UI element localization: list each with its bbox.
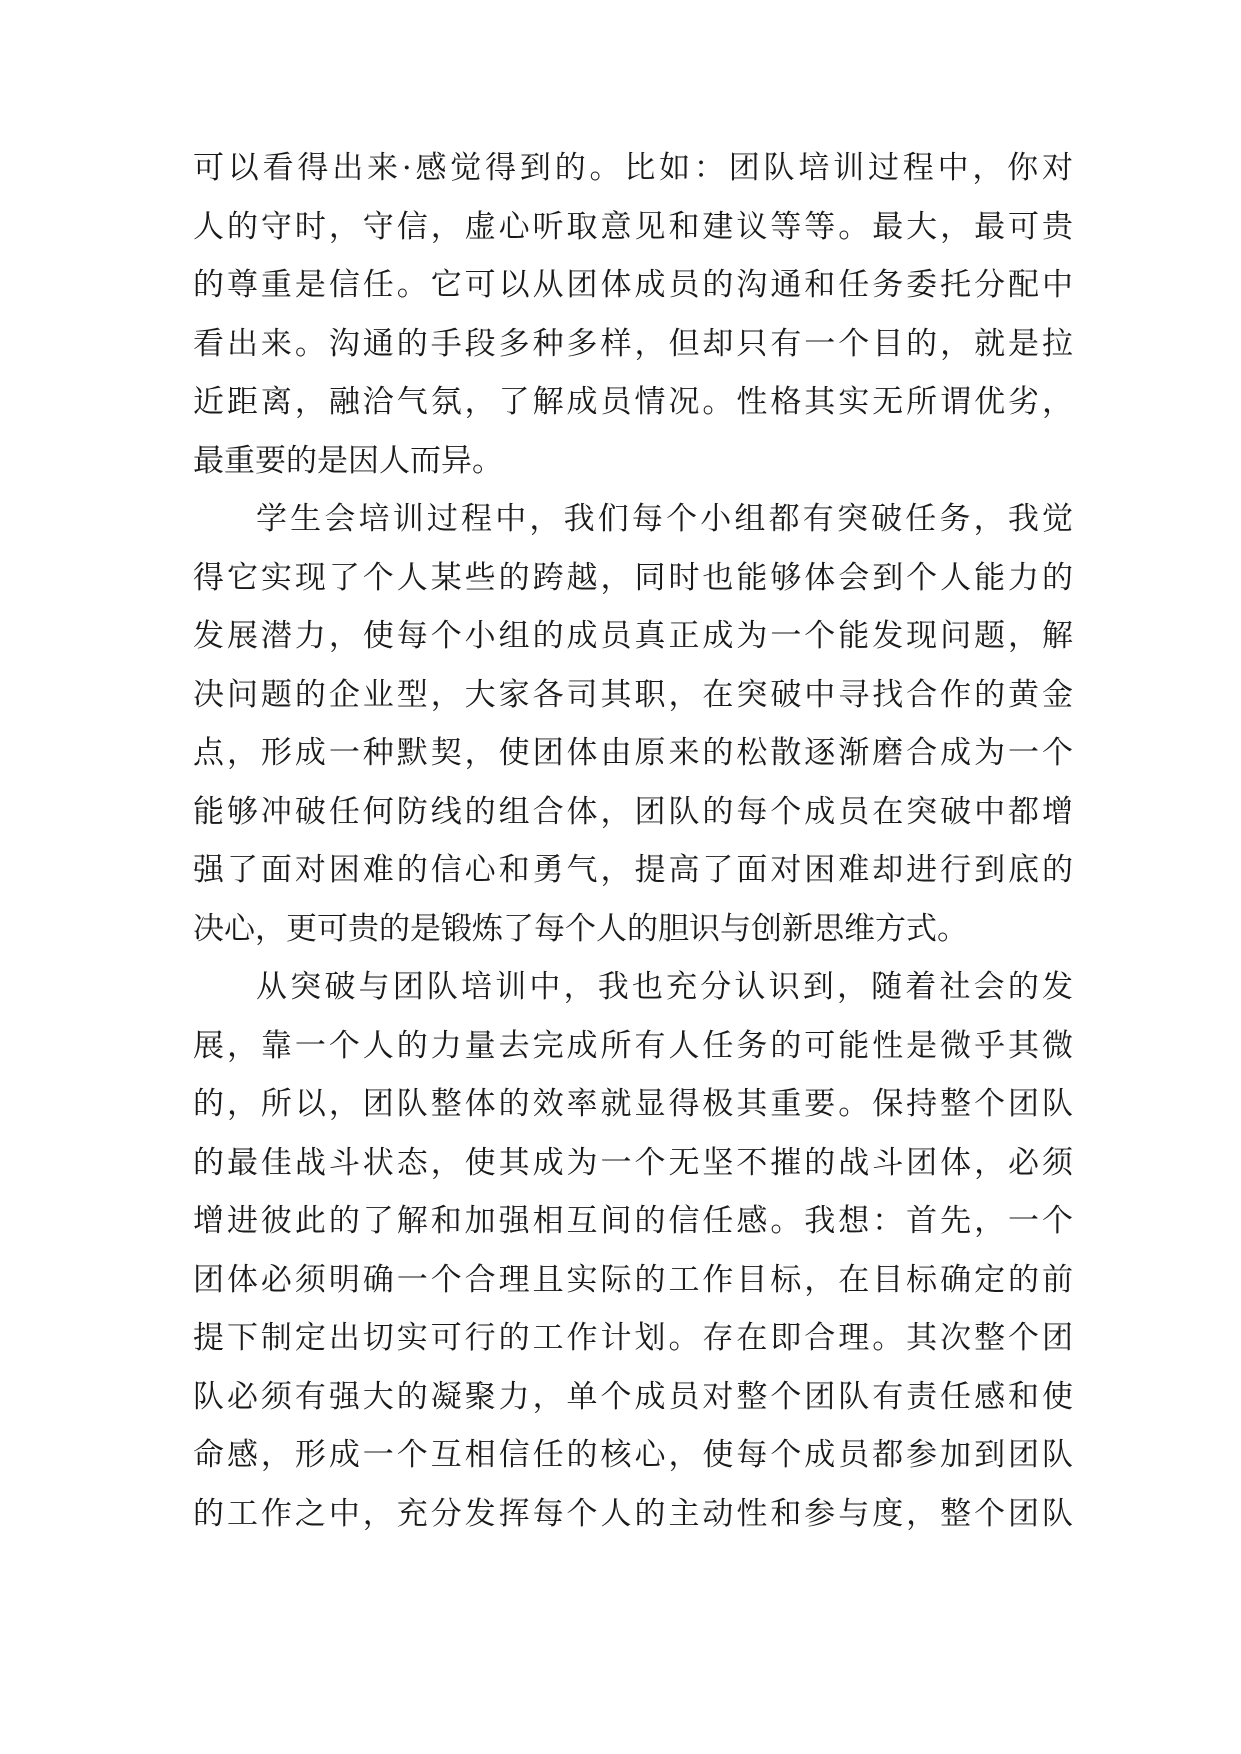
text-line: 强了面对困难的信心和勇气，提高了面对困难却进行到底的 [193, 852, 1073, 888]
text-line: 提下制定出切实可行的工作计划。存在即合理。其次整个团 [193, 1320, 1073, 1356]
text-line: 的最佳战斗状态，使其成为一个无坚不摧的战斗团体，必须 [193, 1144, 1073, 1181]
text-line: 增进彼此的了解和加强相互间的信任感。我想：首先，一个 [193, 1203, 1073, 1239]
text-line: 点，形成一种默契，使团体由原来的松散逐渐磨合成为一个 [193, 735, 1073, 771]
paragraph-2 [193, 490, 1073, 958]
text-line: 的工作之中，充分发挥每个人的主动性和参与度，整个团队 [193, 1495, 1073, 1532]
text-line: 从突破与团队培训中，我也充分认识到，随着社会的发 [256, 969, 1073, 1005]
text-line: 近距离，融洽气氛，了解成员情况。性格其实无所谓优劣， [193, 384, 1073, 420]
text-line: 人的守时，守信，虚心听取意见和建议等等。最大，最可贵 [193, 208, 1073, 245]
text-line: 的尊重是信任。它可以从团体成员的沟通和任务委托分配中 [193, 267, 1073, 303]
text-line: 发展潜力，使每个小组的成员真正成为一个能发现问题，解 [193, 618, 1073, 654]
text-line: 队必须有强大的凝聚力，单个成员对整个团队有责任感和使 [193, 1378, 1073, 1415]
text-line: 可以看得出来·感觉得到的。比如：团队培训过程中，你对 [193, 150, 1073, 186]
text-line: 的，所以，团队整体的效率就显得极其重要。保持整个团队 [193, 1086, 1073, 1122]
text-line: 团体必须明确一个合理且实际的工作目标，在目标确定的前 [193, 1261, 1073, 1298]
text-line: 得它实现了个人某些的跨越，同时也能够体会到个人能力的 [193, 559, 1073, 596]
text-line: 能够冲破任何防线的组合体，团队的每个成员在突破中都增 [193, 793, 1073, 830]
text-line: 决问题的企业型，大家各司其职，在突破中寻找合作的黄金 [193, 676, 1073, 713]
text-line: 展，靠一个人的力量去完成所有人任务的可能性是微乎其微 [193, 1027, 1073, 1064]
text-line: 看出来。沟通的手段多种多样，但却只有一个目的，就是拉 [193, 325, 1073, 362]
text-line: 决心，更可贵的是锻炼了每个人的胆识与创新思维方式。 [193, 910, 968, 947]
body-text [193, 139, 1073, 1543]
text-line: 命感，形成一个互相信任的核心，使每个成员都参加到团队 [193, 1437, 1073, 1473]
text-line: 最重要的是因人而异。 [193, 442, 503, 479]
paragraph-3 [193, 958, 1073, 1543]
text-line: 学生会培训过程中，我们每个小组都有突破任务，我觉 [256, 501, 1073, 537]
paragraph-1 [193, 139, 1073, 490]
